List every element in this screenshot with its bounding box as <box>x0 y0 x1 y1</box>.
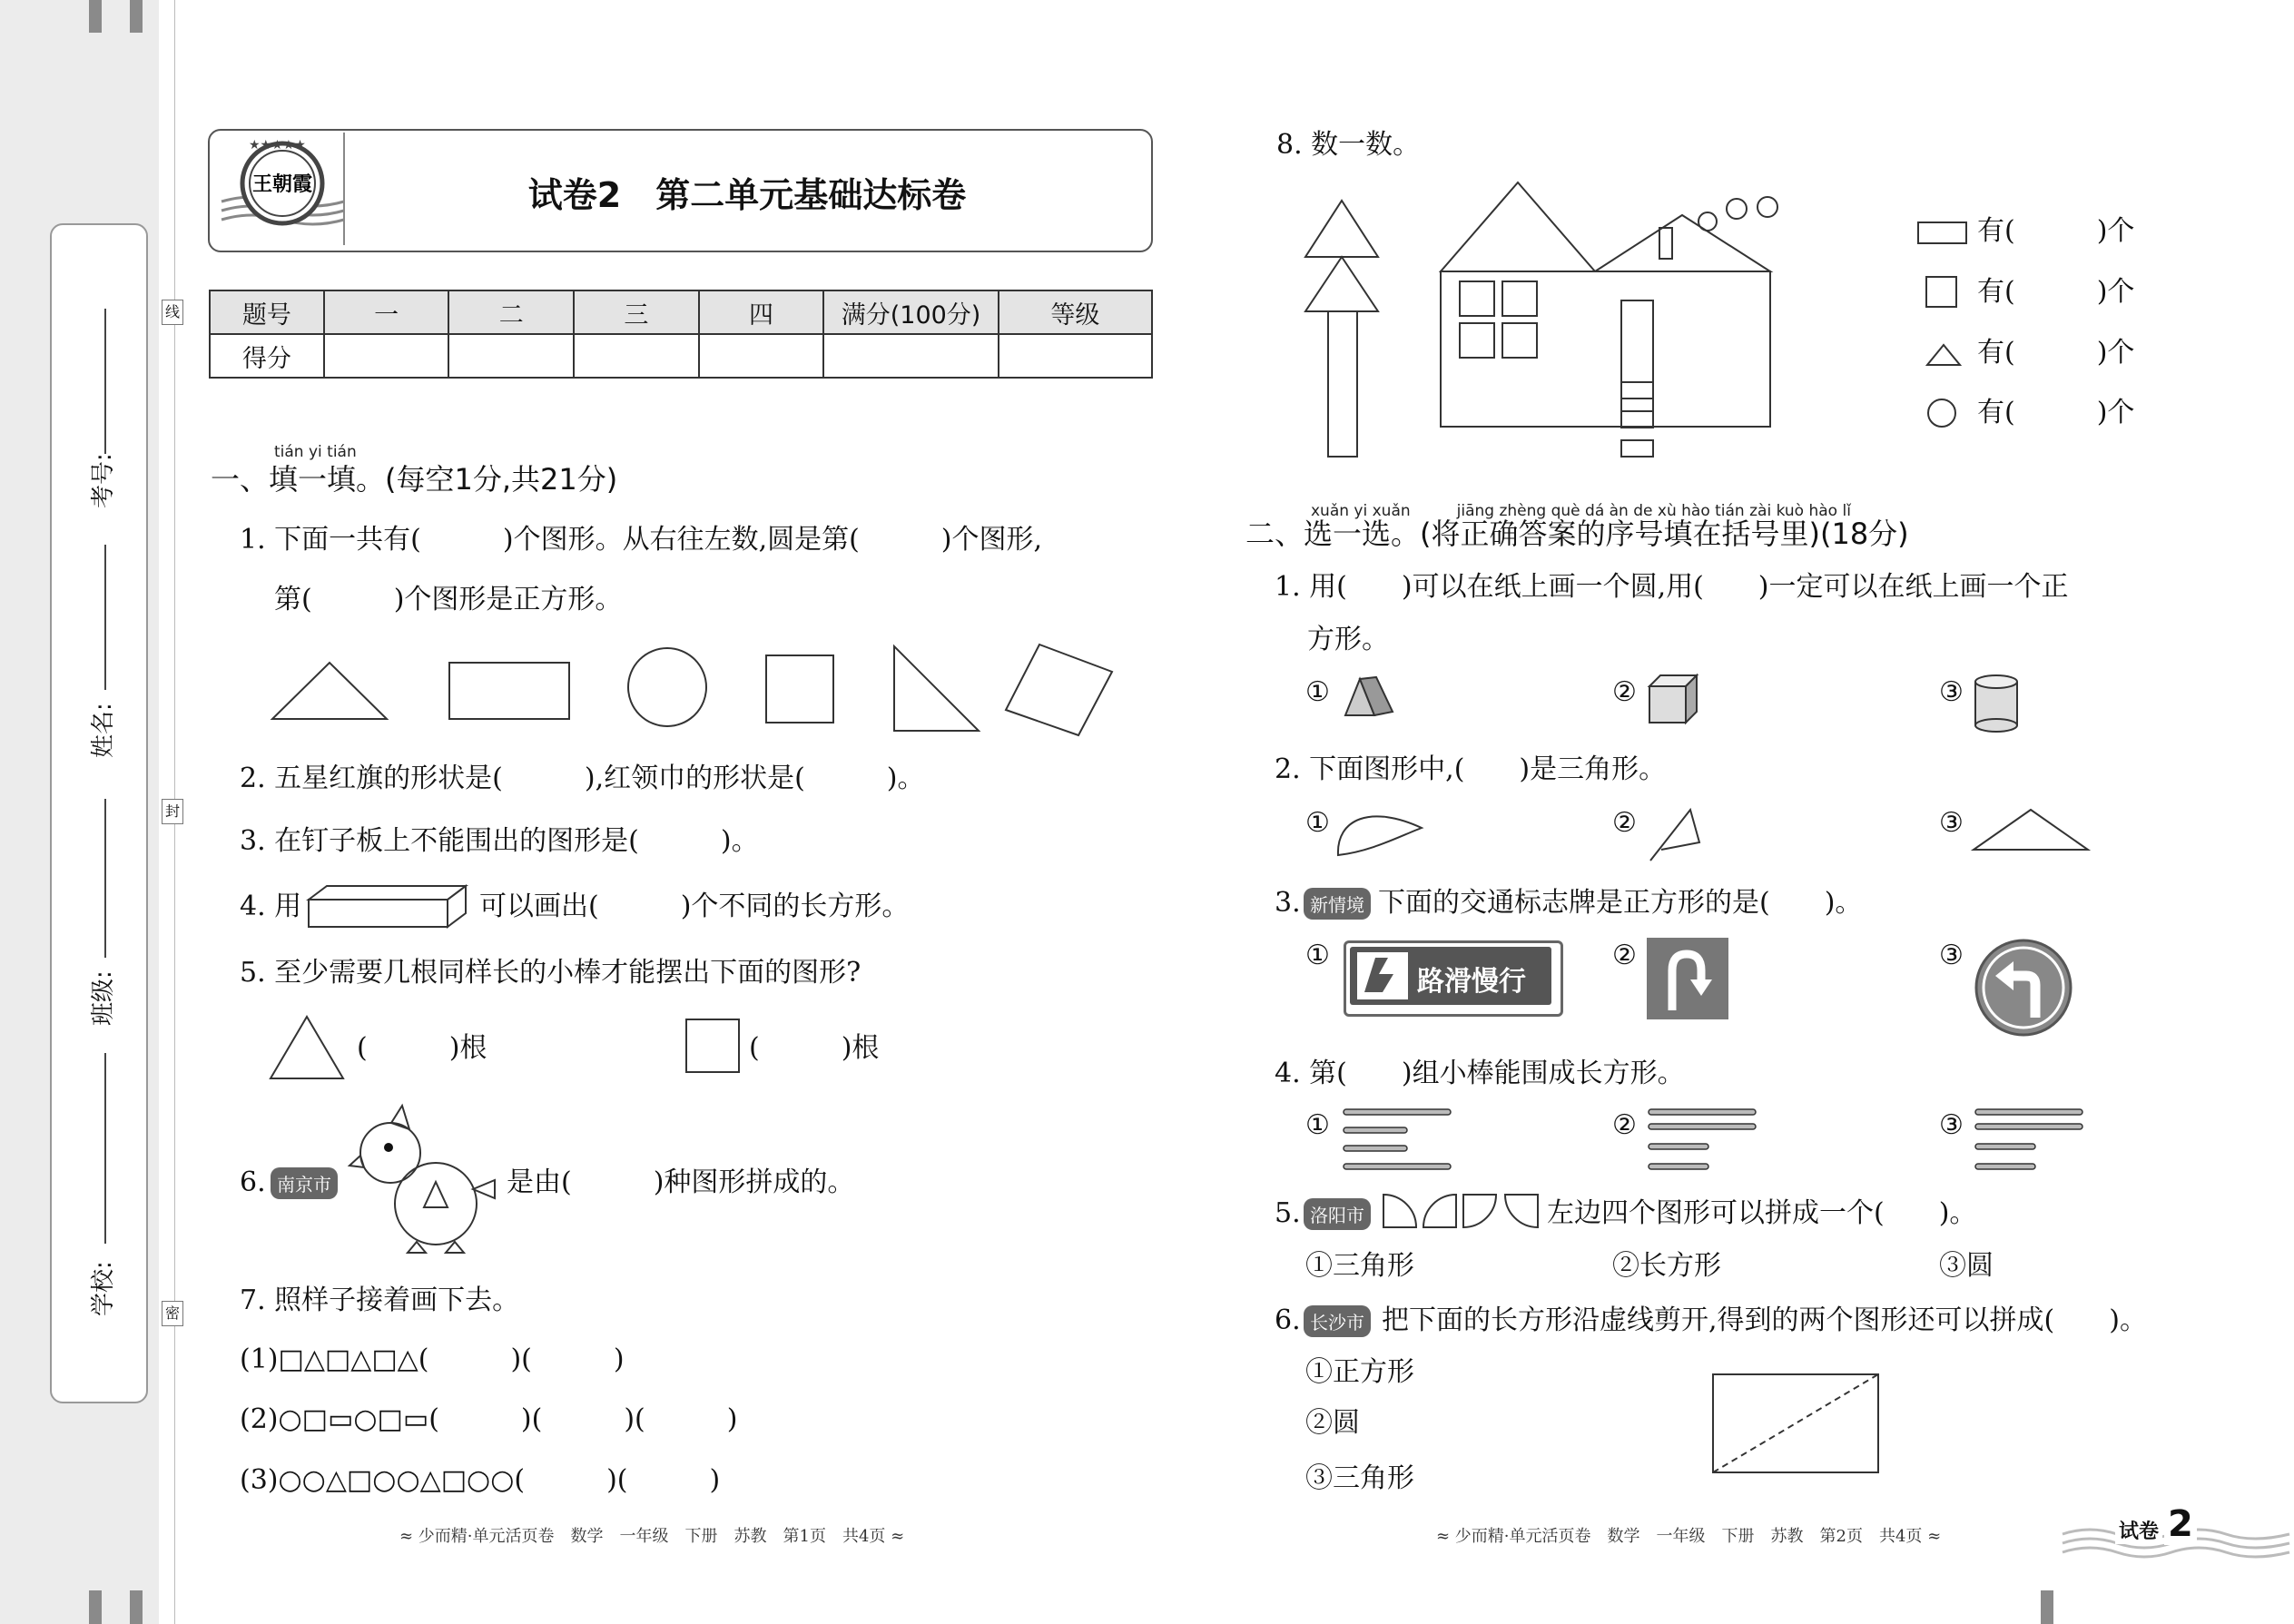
s2-q5-text: 左边四个图形可以拼成一个( )。 <box>1547 1197 1977 1229</box>
stick-group-3 <box>1974 1107 2086 1173</box>
s1-q2: 2. 五星红旗的形状是( ),红领巾的形状是( )。 <box>240 763 925 794</box>
q8-row-triangle: 有( )个 <box>1977 337 2135 369</box>
section2-pinyin: xuǎn yi xuǎn jiāng zhèng què dá àn de xù hào tián zài kuò hào lǐ <box>1311 502 1851 520</box>
circled-1: ① <box>1305 676 1330 708</box>
s2-q3-tag: 新情境 <box>1304 888 1371 920</box>
registration-mark <box>130 1590 143 1624</box>
right-triangle-shape <box>894 646 979 731</box>
section1-title: 一、填一填。(每空1分,共21分) <box>211 462 618 497</box>
slippery-road-sign <box>1344 940 1563 1017</box>
score-header: 一 <box>324 290 449 334</box>
s2-q5-prefix: 5. <box>1275 1197 1301 1229</box>
q8-title: 8. 数一数。 <box>1276 129 1421 161</box>
section1-pinyin: tián yi tián <box>274 443 357 461</box>
circled-3: ③ <box>1939 1109 1964 1141</box>
cube-icon <box>1648 674 1698 724</box>
score-header: 三 <box>574 290 699 334</box>
s1-q7-3: (3)○○△□○○△□○○( )( ) <box>240 1464 721 1496</box>
score-header: 等级 <box>999 290 1152 334</box>
skid-icon <box>1357 952 1408 999</box>
s2-q3-text: 下面的交通标志牌是正方形的是( )。 <box>1378 887 1863 919</box>
logo-text: 王朝霞 <box>251 172 313 196</box>
school-line[interactable] <box>104 1053 106 1244</box>
cylinder-icon <box>1974 674 2019 733</box>
s2-q1-line2: 方形。 <box>1307 624 1389 655</box>
score-cell[interactable] <box>699 334 824 378</box>
seal-char-xian: 线 <box>162 300 183 325</box>
count-rectangle-icon <box>1917 221 1968 245</box>
bird-figure <box>350 1106 513 1255</box>
s1-q6-prefix: 6. <box>240 1166 266 1198</box>
badge-label: 试卷 <box>2115 1516 2162 1544</box>
registration-marks-top <box>89 0 102 33</box>
s1-q6-region-tag: 南京市 <box>271 1167 338 1199</box>
score-cell[interactable] <box>324 334 449 378</box>
exam-number-label: 考号: <box>90 453 117 508</box>
score-table <box>209 290 1153 379</box>
circled-3: ③ <box>1939 807 1964 839</box>
score-cell[interactable] <box>823 334 998 378</box>
s2-q5-tag: 洛阳市 <box>1304 1198 1371 1230</box>
s2-q4: 4. 第( )组小棒能围成长方形。 <box>1275 1058 1685 1089</box>
s2-q3-prefix: 3. <box>1275 887 1301 919</box>
seal-char-mi: 密 <box>162 1301 183 1326</box>
s2-q1-line1: 1. 用( )可以在纸上画一个圆,用( )一定可以在纸上画一个正 <box>1275 571 2069 603</box>
sign-text: 路滑慢行 <box>1417 966 1526 998</box>
tilted-rectangle-shape <box>1006 645 1112 735</box>
count-triangle-icon <box>1925 343 1962 367</box>
circled-1: ① <box>1305 1109 1330 1141</box>
circle-shape <box>628 648 706 726</box>
circled-2: ② <box>1612 940 1637 971</box>
s1-q5: 5. 至少需要几根同样长的小棒才能摆出下面的图形? <box>240 957 861 989</box>
s1-q3: 3. 在钉子板上不能围出的图形是( )。 <box>240 825 759 857</box>
score-header: 满分(100分) <box>823 290 998 334</box>
s2-q5-opt-1: ①三角形 <box>1305 1250 1414 1282</box>
left-turn-sign <box>1974 938 2073 1038</box>
score-header: 二 <box>448 290 574 334</box>
seal-char-feng: 封 <box>162 799 183 824</box>
score-cell[interactable] <box>999 334 1152 378</box>
s2-q6-text: 把下面的长方形沿虚线剪开,得到的两个图形还可以拼成( )。 <box>1382 1304 2147 1336</box>
stick-group-1 <box>1342 1107 1454 1173</box>
stick-square <box>685 1019 742 1075</box>
exam-number-line[interactable] <box>104 309 106 454</box>
brand-logo <box>222 136 344 241</box>
cuboid-icon <box>307 884 470 930</box>
triangle-option-icon <box>1972 806 2090 851</box>
svg-text:★★★★★: ★★★★★ <box>249 138 306 153</box>
circled-1: ① <box>1305 940 1330 971</box>
s1-q7-2: (2)○□▭○□▭( )( )( ) <box>240 1403 738 1435</box>
s2-q6-tag: 长沙市 <box>1304 1305 1371 1337</box>
student-info-box <box>50 223 148 1403</box>
q8-row-circle: 有( )个 <box>1977 397 2135 428</box>
circled-2: ② <box>1612 807 1637 839</box>
s1-q7: 7. 照样子接着画下去。 <box>240 1284 520 1316</box>
s2-q5-opt-2: ②长方形 <box>1612 1250 1721 1282</box>
s1-q1-shapes <box>263 635 1135 744</box>
footer-right: ≈ 少而精·单元活页卷 数学 一年级 下册 苏教 第2页 共4页 ≈ <box>1436 1527 1942 1546</box>
triangle-shape <box>272 663 387 719</box>
s1-q4-suffix: 可以画出( )个不同的长方形。 <box>479 891 910 922</box>
stick-group-2 <box>1647 1107 1759 1173</box>
s2-q6-opt-1: ①正方形 <box>1305 1356 1414 1388</box>
stick-triangle <box>269 1015 345 1080</box>
curved-triangle-icon <box>1334 801 1425 857</box>
score-header: 题号 <box>210 290 324 334</box>
name-line[interactable] <box>104 545 106 690</box>
school-label: 学校: <box>90 1261 117 1316</box>
badge-number: 2 <box>2164 1503 2197 1545</box>
score-header: 四 <box>699 290 824 334</box>
s2-q6-opt-3: ③三角形 <box>1305 1462 1414 1494</box>
q8-row-square: 有( )个 <box>1977 276 2135 308</box>
cut-rectangle-figure <box>1711 1373 1882 1474</box>
s1-q1-line1: 1. 下面一共有( )个图形。从右往左数,圆是第( )个图形, <box>240 524 1043 556</box>
registration-mark <box>89 1590 102 1624</box>
footer-left: ≈ 少而精·单元活页卷 数学 一年级 下册 苏教 第1页 共4页 ≈ <box>399 1527 905 1546</box>
open-triangle-icon <box>1645 806 1701 862</box>
registration-mark <box>2041 1590 2053 1624</box>
name-label: 姓名: <box>90 703 117 758</box>
s2-q6-opt-2: ②圆 <box>1305 1407 1360 1439</box>
u-turn-sign <box>1647 938 1728 1019</box>
registration-mark <box>130 0 143 33</box>
count-circle-icon <box>1926 398 1959 430</box>
s1-q6-text: 是由( )种图形拼成的。 <box>507 1166 855 1198</box>
class-line[interactable] <box>104 799 106 958</box>
q8-row-rectangle: 有( )个 <box>1977 215 2135 247</box>
circled-3: ③ <box>1939 676 1964 708</box>
circled-2: ② <box>1612 1109 1637 1141</box>
class-label: 班级: <box>90 970 117 1026</box>
circled-2: ② <box>1612 676 1637 708</box>
circled-1: ① <box>1305 807 1330 839</box>
triangular-prism-icon <box>1344 672 1394 719</box>
house-figure <box>1298 177 1807 468</box>
rectangle-shape <box>449 663 569 719</box>
s2-q6-prefix: 6. <box>1275 1304 1301 1336</box>
s1-q5-answer-b: ( )根 <box>749 1032 880 1064</box>
page-title: 试卷2 第二单元基础达标卷 <box>527 175 967 215</box>
circled-3: ③ <box>1939 940 1964 971</box>
s2-q2: 2. 下面图形中,( )是三角形。 <box>1275 753 1667 785</box>
score-cell[interactable] <box>448 334 574 378</box>
s2-q5-opt-3: ③圆 <box>1939 1250 1994 1282</box>
quarter-circles-icon <box>1382 1193 1541 1229</box>
s1-q4-prefix: 4. 用 <box>240 891 302 922</box>
s1-q1-line2: 第( )个图形是正方形。 <box>274 584 623 615</box>
s1-q7-1: (1)□△□△□△( )( ) <box>240 1343 625 1375</box>
square-shape <box>766 655 833 723</box>
score-cell[interactable] <box>574 334 699 378</box>
score-row-label: 得分 <box>210 334 324 378</box>
count-square-icon <box>1925 276 1958 309</box>
section2-title: 二、选一选。(将正确答案的序号填在括号里)(18分) <box>1245 517 1909 551</box>
s1-q5-answer-a: ( )根 <box>357 1032 487 1064</box>
